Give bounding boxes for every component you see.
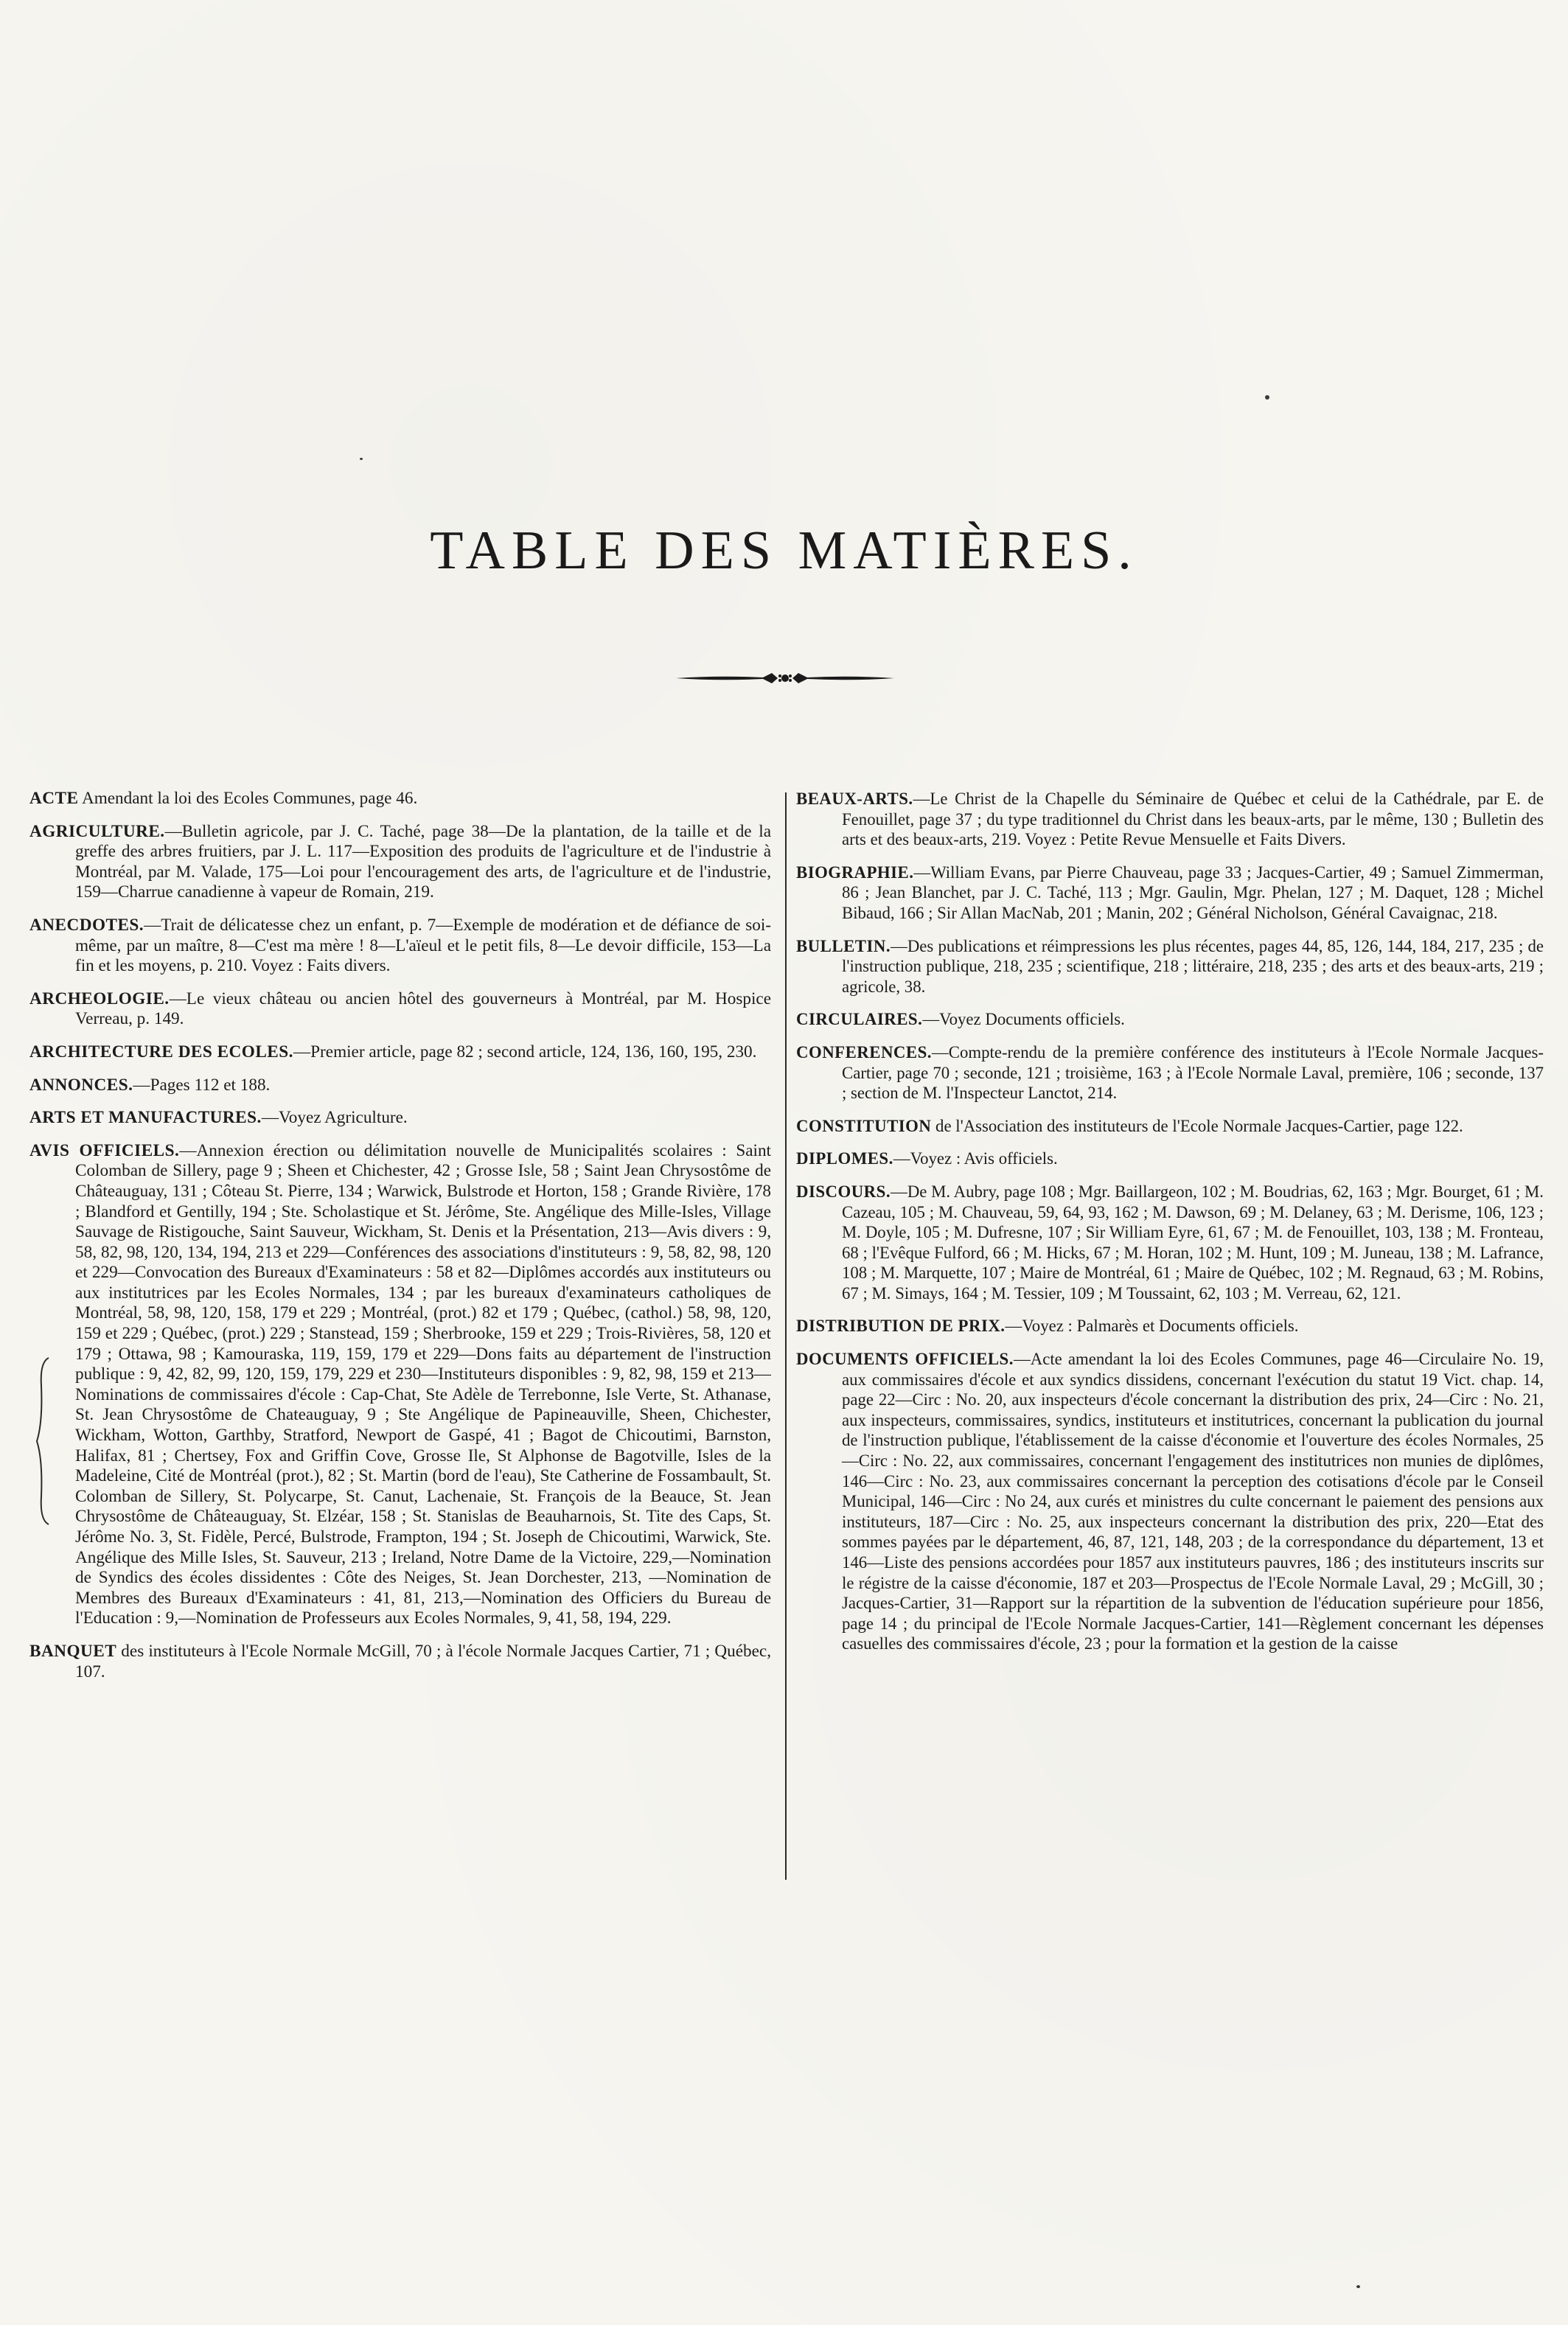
- index-entry-text: —Voyez Documents officiels.: [922, 1010, 1125, 1029]
- index-entry-heading: BIOGRAPHIE.: [796, 862, 914, 882]
- index-entry-text: —Acte amendant la loi des Ecoles Communes, page 46—Circulaire No. 19, aux commissaires d'école et aux syndics dissidens, concernant l'exécution du statut 19 Vict. chap. 14, page 22—Circ : No. 20, aux inspecteurs d'école concernant la distribution des prix, 24—Circ : No. 21, aux inspecteurs, commissaires, syndics, instituteurs et institutrices, concernant la publication du journal de l'instruction publique, l'établissement de la caisse d'économie et l'ouverture des écoles Normales, 25—Circ : No. 22, aux commissaires, concernant l'engagement des institutrices non munies de diplômes, 146—Circ : No. 23, aux commissaires concernant la perception des cotisations d'école par le Conseil Municipal, 146—Circ : No 24, aux curés et ministres du culte concernant le paiement des pensions aux instituteurs, 187—Circ : No. 25, aux inspecteurs concernant la distribution des prix, 220—Etat des sommes payées par le département, 46, 87, 121, 148, 203 ; de la correspondance du département, 13 et 146—Liste des pensions accordées pour 1857 aux instituteurs pauvres, 186 ; des instituteurs inscrits sur le régistre de la caisse d'économie, 187 et 203—Prospectus de l'Ecole Normale Laval, 29 ; McGill, 30 ; Jacques-Cartier, 31—Rapport sur la répartition de la subvention de l'éducation supérieure pour 1856, page 14 ; du principal de l'Ecole Normale Jacques-Cartier, 141—Règlement concernant les dépenses casuelles des commissaires d'école, 23 ; pour la formation et la gestion de la caisse: [842, 1350, 1544, 1653]
- index-entry: [29, 989, 771, 1030]
- index-entry: [29, 1642, 771, 1682]
- column-divider: [785, 792, 787, 1880]
- index-entry: [29, 916, 771, 977]
- index-entry-heading: ANECDOTES.: [29, 915, 144, 935]
- index-entry: [796, 1182, 1544, 1304]
- title-ornament: [675, 667, 896, 689]
- index-entry: [29, 1141, 771, 1629]
- index-entry-heading: DOCUMENTS OFFICIELS.: [796, 1350, 1014, 1369]
- index-entry-text: —Bulletin agricole, par J. C. Taché, page 38—De la plantation, de la taille et de la greffe des arbres fruitiers, par J. L. 117—Exposition des produits de l'agriculture et de l'industrie à Montréal, par M. Valade, 175—Loi pour l'encouragement des arts, de l'agriculture et de l'industrie, 159—Charrue canadienne à vapeur de Romain, 219.: [75, 821, 771, 902]
- page-title: TABLE DES MATIÈRES.: [430, 520, 1138, 581]
- print-speck: [1265, 395, 1269, 400]
- index-columns: [29, 789, 1544, 2307]
- index-entry: [29, 1076, 771, 1096]
- index-entry-text: —Compte-rendu de la première conférence des instituteurs à l'Ecole Normale Jacques-Cartier, page 70 ; seconde, 121 ; troisième, 163 ; à l'Ecole Normale Laval, première, 106 ; seconde, 137 ; section de M. l'Inspecteur Lanctot, 214.: [842, 1042, 1544, 1103]
- index-entry-text: —Voyez : Avis officiels.: [893, 1149, 1058, 1168]
- index-entry-text: —Voyez : Palmarès et Documents officiels.: [1005, 1317, 1299, 1336]
- index-entry-text: Amendant la loi des Ecoles Communes, page 46.: [78, 789, 418, 808]
- index-entry: [29, 789, 771, 809]
- index-entry-text: —Des publications et réimpressions les plus récentes, pages 44, 85, 126, 144, 184, 217, 235 ; de l'instruction publique, 218, 235 ; scientifique, 218 ; littéraire, 218, 235 ; des arts et des beaux-arts, 219 ; agricole, 38.: [842, 936, 1544, 996]
- index-entry-heading: CIRCULAIRES.: [796, 1010, 923, 1029]
- index-entry-heading: AGRICULTURE.: [29, 821, 165, 841]
- index-entry-text: —Pages 112 et 188.: [133, 1075, 271, 1095]
- index-entry-text: des instituteurs à l'Ecole Normale McGill, 70 ; à l'école Normale Jacques Cartier, 71 ; Québec, 107.: [75, 1641, 771, 1681]
- index-entry-heading: DISTRIBUTION DE PRIX.: [796, 1317, 1006, 1336]
- index-entry: [29, 1108, 771, 1129]
- index-entry: [796, 1042, 1544, 1104]
- index-entry-text: —Annexion érection ou délimitation nouvelle de Municipalités scolaires : Saint Colomban de Sillery, page 9 ; Sheen et Chichester, 42 ; Grosse Isle, 58 ; Saint Jean Chrysostôme de Châteauguay, 131 ; Côteau St. Pierre, 134 ; Warwick, Bulstrode et Horton, 158 ; Grande Rivière, 178 ; Blandford et Gentilly, 194 ; Ste. Scholastique et St. Jérôme, Ste. Angélique des Mille-Isles, Village Sauvage de Ristigouche, Saint Sauveur, Wickham, St. Denis et la Présentation, 213—Avis divers : 9, 58, 82, 98, 120, 134, 194, 213 et 229—Conférences des associations d'instituteurs : 9, 58, 82, 98, 120 et 229—Convocation des Bureaux d'Examinateurs : 58 et 82—Diplômes accordés aux instituteurs ou aux institutrices par les Ecoles Normales, 134 ; par les bureaux d'examinateurs catholiques de Montréal, 58, 98, 120, 158, 179 et 229 ; Montréal, (prot.) 82 et 179 ; Québec, (cathol.) 58, 98, 120, 159 et 229 ; Québec, (prot.) 229 ; Stanstead, 159 ; Sherbrooke, 159 et 229 ; Trois-Rivières, 58, 120 et 179 ; Ottawa, 98 ; Kamouraska, 119, 159, 179 et 229—Dons faits au département de l'instruction publique : 9, 42, 82, 99, 120, 159, 179, 229 et 230—Instituteurs disponibles : 9, 82, 98, 159 et 213—Nominations de commissaires d'école : Cap-Chat, Ste Adèle de Terrebonne, Isle Verte, St. Athanase, St. Jean Chrysostôme de Chateauguay, 9 ; Ste Angélique de Papineauville, Sheen, Chichester, Wickham, Wotton, Garthby, Stratford, Newport de Gaspé, 41 ; Bagot de Chicoutimi, Barnston, Halifax, 81 ; Chertsey, Fox and Griffin Cove, Grosse Ile, St Alphonse de Bagotville, Isles de la Madeleine, Cité de Montréal (prot.), 82 ; St. Martin (bord de l'eau), Ste Catherine de Fossambault, St. Colomban de Sillery, St. Polycarpe, St. Canut, Lachenaie, St. François de la Beauce, St. Jean Chrysostôme de Châteauguay, St. Elzéar, 158 ; St. Stanislas de Beauharnois, St. Tite des Caps, St. Jérôme No. 3, St. Fidèle, Percé, Bulstrode, Frampton, 194 ; St. Joseph de Chicoutimi, Warwick, Ste. Angélique des Mille Isles, St. Sauveur, 213 ; Ireland, Notre Dame de la Victoire, 229,—Nomination de Syndics des écoles dissidentes : Côte des Neiges, St. Jean Dorchester, 213, —Nomination de Membres des Bureaux d'Examinateurs : 41, 81, 213,—Nomination des Officiers du Bureau de l'Education : 9,—Nomination de Professeurs aux Ecoles Normales, 9, 41, 58, 194, 229.: [75, 1140, 771, 1628]
- index-entry: [29, 822, 771, 903]
- index-entry: [796, 936, 1544, 997]
- index-entry-text: —Voyez Agriculture.: [261, 1108, 408, 1128]
- index-entry-heading: DISCOURS.: [796, 1182, 891, 1201]
- index-entry-heading: AVIS OFFICIELS.: [29, 1140, 180, 1160]
- index-entry: [796, 1009, 1544, 1030]
- left-column: [29, 789, 771, 2307]
- index-entry-heading: ANNONCES.: [29, 1075, 133, 1095]
- index-entry-text: —Le Christ de la Chapelle du Séminaire de Québec et celui de la Cathédrale, par E. de Fenouillet, page 37 ; du type traditionnel du Christ dans les beaux-arts, par le même, 130 ; Bulletin des arts et des beaux-arts, 219. Voyez : Petite Revue Mensuelle et Faits Divers.: [842, 789, 1544, 849]
- index-entry: [796, 1148, 1544, 1169]
- index-entry: [796, 1316, 1544, 1336]
- print-speck: [360, 458, 363, 460]
- index-entry-heading: BULLETIN.: [796, 936, 891, 955]
- index-entry-text: —Premier article, page 82 ; second article, 124, 136, 160, 195, 230.: [293, 1042, 757, 1062]
- right-column: [796, 789, 1544, 2307]
- index-entry-heading: CONSTITUTION: [796, 1116, 932, 1135]
- index-entry-text: —Trait de délicatesse chez un enfant, p. 7—Exemple de modération et de défiance de soi-même, par un maître, 8—C'est ma mère ! 8—L'aïeul et le petit fils, 8—Le devoir difficile, 153—La fin et les moyens, p. 210. Voyez : Faits divers.: [75, 915, 771, 976]
- index-entry: [796, 789, 1544, 850]
- index-entry: [796, 862, 1544, 924]
- index-entry: [796, 1116, 1544, 1137]
- index-entry: [796, 1349, 1544, 1654]
- index-entry-text: —Le vieux château ou ancien hôtel des gouverneurs à Montréal, par M. Hospice Verreau, p. 149.: [75, 989, 771, 1029]
- index-entry-heading: DIPLOMES.: [796, 1149, 893, 1168]
- index-entry-text: —William Evans, par Pierre Chauveau, page 33 ; Jacques-Cartier, 49 ; Samuel Zimmerman, 86 ; Jean Blanchet, par J. C. Taché, 113 ; Mgr. Gaulin, Mgr. Phelan, 127 ; M. Daquet, 128 ; Michel Bibaud, 166 ; Sir Allan MacNab, 201 ; Manin, 202 ; Général Nicholson, Général Cavaignac, 218.: [842, 862, 1544, 922]
- index-entry-heading: BEAUX-ARTS.: [796, 789, 913, 808]
- index-entry-text: —De M. Aubry, page 108 ; Mgr. Baillargeon, 102 ; M. Boudrias, 62, 163 ; Mgr. Bourget, 61 ; M. Cazeau, 105 ; M. Chauveau, 59, 64, 93, 162 ; M. Dawson, 69 ; M. Delaney, 63 ; M. Derisme, 106, 123 ; M. Doyle, 105 ; M. Dufresne, 107 ; Sir William Eyre, 61, 67 ; M. de Fenouillet, 103, 138 ; M. Fronteau, 68 ; l'Evêque Fulford, 66 ; M. Hicks, 67 ; M. Horan, 102 ; M. Hunt, 109 ; M. Juneau, 138 ; M. Lafrance, 108 ; M. Marquette, 107 ; Maire de Montréal, 61 ; Maire de Québec, 102 ; M. Regnaud, 63 ; M. Robins, 67 ; M. Simays, 164 ; M. Tessier, 109 ; M Toussaint, 62, 103 ; M. Verreau, 62, 121.: [842, 1182, 1544, 1303]
- index-entry-heading: ACTE: [29, 789, 79, 808]
- index-entry-heading: CONFERENCES.: [796, 1042, 932, 1062]
- index-entry: [29, 1042, 771, 1063]
- index-entry-heading: BANQUET: [29, 1641, 117, 1661]
- index-entry-heading: ARCHITECTURE DES ECOLES.: [29, 1042, 293, 1062]
- index-entry-text: de l'Association des instituteurs de l'Ecole Normale Jacques-Cartier, page 122.: [931, 1116, 1463, 1135]
- index-entry-heading: ARCHEOLOGIE.: [29, 989, 170, 1008]
- index-entry-heading: ARTS ET MANUFACTURES.: [29, 1108, 262, 1128]
